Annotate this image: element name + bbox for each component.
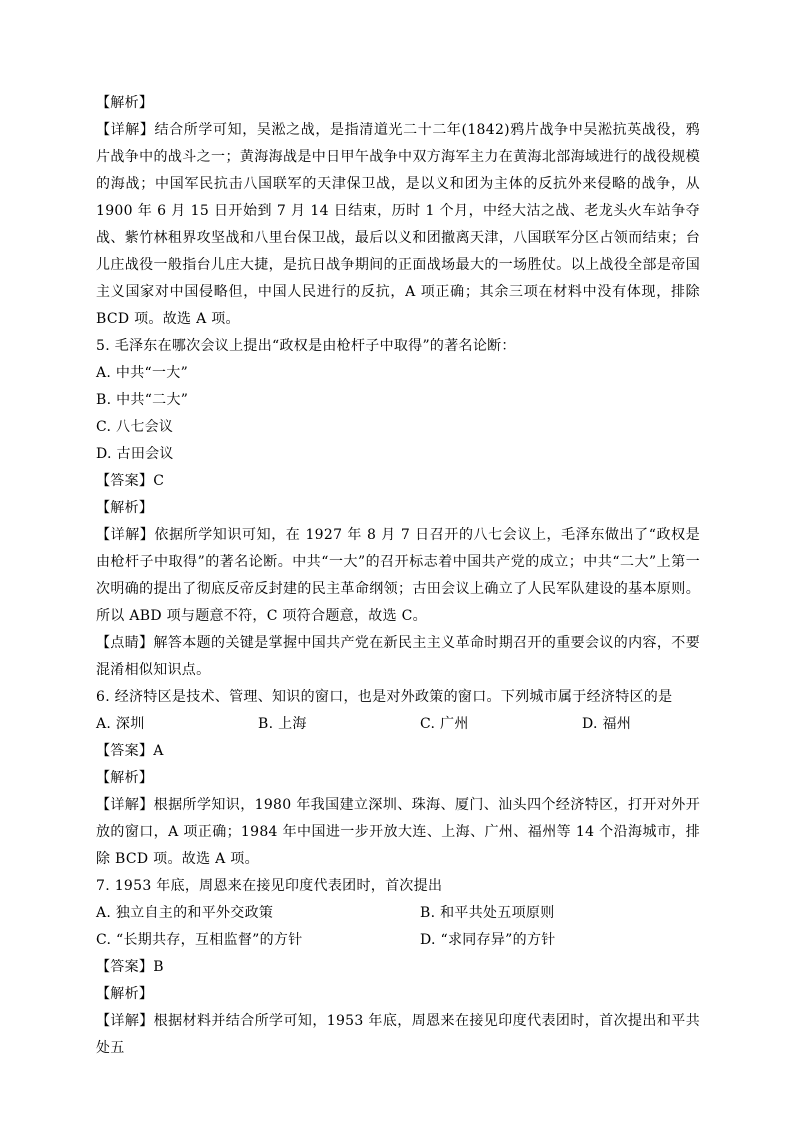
question-7-detail: 【详解】根据材料并结合所学可知，1953 年底，周恩来在接见印度代表团时，首次提出和平共处五 <box>96 1013 700 1056</box>
question-5-tip: 【点睛】解答本题的关键是掌握中国共产党在新民主主义革命时期召开的重要会议的内容，不要混淆相似知识点。 <box>96 635 700 678</box>
question-6-detail: 【详解】根据所学知识，1980 年我国建立深圳、珠海、厦门、汕头四个经济特区，打开对外开放的窗口，A 项正确；1984 年中国进一步开放大连、上海、广州、福州等 14 个沿海城市，排除 BCD 项。故选 A 项。 <box>96 797 700 867</box>
question-6-option-c: C. 广州 <box>420 716 469 732</box>
question-5-detail: 【详解】依据所学知识可知，在 1927 年 8 月 7 日召开的八七会议上，毛泽东做出了“政权是由枪杆子中取得”的著名论断。中共“一大”的召开标志着中国共产党的成立；中共“二大”上第一次明确的提出了彻底反帝反封建的民主革命纲领；古田会议上确立了人民军队建设的基本原则。所以 ABD 项与题意不符，C 项符合题意，故选 C。 <box>96 527 700 624</box>
question-6-answer: 【答案】A <box>96 743 164 759</box>
question-6-analysis-label: 【解析】 <box>96 770 154 786</box>
question-5-stem: 5. 毛泽东在哪次会议上提出“政权是由枪杆子中取得”的著名论断： <box>96 338 516 354</box>
question-6-options <box>96 711 700 738</box>
question-7-answer: 【答案】B <box>96 959 164 975</box>
question-6-option-b: B. 上海 <box>258 716 307 732</box>
question-5-option-d: D. 古田会议 <box>96 446 174 462</box>
question-7-options-row-2 <box>96 927 700 954</box>
document-page <box>96 90 700 1062</box>
question-5-analysis-label: 【解析】 <box>96 500 154 516</box>
question-5-option-c: C. 八七会议 <box>96 419 174 435</box>
question-7-stem: 7. 1953 年底，周恩来在接见印度代表团时，首次提出 <box>96 878 443 894</box>
question-6-option-a: A. 深圳 <box>96 716 145 732</box>
question-6-option-d: D. 福州 <box>582 716 632 732</box>
question-7-options-row-1 <box>96 900 700 927</box>
question-7-option-c: C. “长期共存，互相监督”的方针 <box>96 932 303 948</box>
detail-paragraph-q4: 【详解】结合所学可知，吴淞之战，是指清道光二十二年(1842)鸦片战争中吴淞抗英战役，鸦片战争中的战斗之一；黄海海战是中日甲午战争中双方海军主力在黄海北部海域进行的战役规模的海战；中国军民抗击八国联军的天津保卫战，是以义和团为主体的反抗外来侵略的战争，从 1900 年 6 月 15 日开始到 7 月 14 日结束，历时 1 个月，中经大沽之战、老龙头火车站争夺战、紫竹林租界攻坚战和八里台保卫战，最后以义和团撤离天津，八国联军分区占领而结束；台儿庄战役一般指台儿庄大捷，是抗日战争期间的正面战场最大的一场胜仗。以上战役全部是帝国主义国家对中国侵略但，中国人民进行的反抗，A 项正确；其余三项在材料中没有体现，排除 BCD 项。故选 A 项。 <box>96 122 700 327</box>
question-7-option-d: D. “求同存异”的方针 <box>420 932 556 948</box>
question-6-stem: 6. 经济特区是技术、管理、知识的窗口，也是对外政策的窗口。下列城市属于经济特区的是 <box>96 689 673 705</box>
question-5-option-a: A. 中共“一大” <box>96 365 189 381</box>
question-5-option-b: B. 中共“二大” <box>96 392 189 408</box>
question-7-option-b: B. 和平共处五项原则 <box>420 905 555 921</box>
question-5-answer: 【答案】C <box>96 473 165 489</box>
section-label-analysis: 【解析】 <box>96 95 154 111</box>
question-7-analysis-label: 【解析】 <box>96 986 154 1002</box>
question-7-option-a: A. 独立自主的和平外交政策 <box>96 905 274 921</box>
